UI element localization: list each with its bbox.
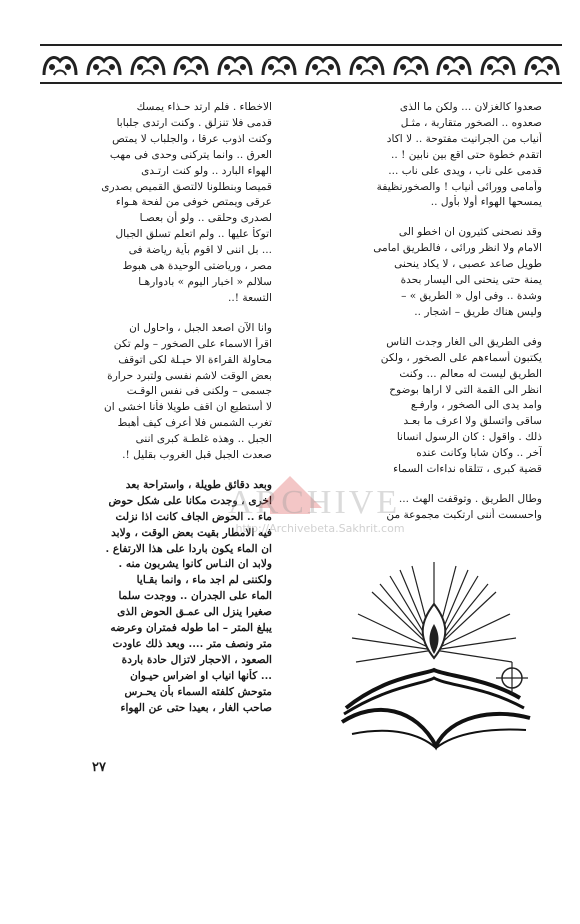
text-line: الجبل .. وهذه غلطـة كبرى اننى (135, 433, 272, 446)
text-line: التسعة !.. (228, 291, 272, 304)
flame-book-illustration (316, 558, 548, 754)
text-line: ولكننى لم اجد ماء ، وانما بقـايا (136, 574, 272, 587)
ornament-scroll-icon (478, 47, 518, 81)
text-line: أنياب من الجرانيت مفتوحة .. لا اكاد (386, 132, 542, 145)
text-line: اقرأ الاسماء على الصخور – ولم تكن (113, 337, 272, 350)
ornament-scroll-icon (84, 47, 124, 81)
text-line: سلالم « اخبار اليوم » بادوارهـا (138, 275, 272, 288)
text-line: الامام ولا انظر ورائى ، فالطريق امامى (373, 242, 542, 255)
text-line: يمسحها الهواء أولا بأول .. (430, 196, 542, 209)
paragraph (35, 321, 272, 464)
ornamental-border (40, 46, 562, 82)
text-line: العرق .. وانما يتركنى وحدى فى مهب (109, 148, 272, 161)
text-line: وشدة .. وفى اول « الطريق » – (401, 289, 542, 302)
ornament-scroll-icon (391, 47, 431, 81)
text-line: عرقى ويمتص خوفى من لفحة هـواء (115, 196, 272, 209)
text-line: يكتبون أسماءهم على الصخور ، ولكن (380, 351, 542, 364)
text-line: اتقدم خطوة حتى اقع بين نابين ! .. (390, 148, 542, 161)
text-line: متر ونصف متر .... وبعد ذلك عاودت (112, 638, 272, 650)
text-line: محاولة القراءة الا حيـلة لكى اتوقف (118, 353, 272, 366)
text-line: وأمامى وورائى أنياب ! والصخورنظيفة (376, 180, 542, 193)
ornament-rule-bottom (40, 82, 562, 84)
text-line: ماء .. الحوض الجاف كانت اذا نزلت (115, 510, 272, 523)
ornament-scroll-icon (347, 47, 387, 81)
text-line: ذلك . واقول : كان الرسول انسانا (396, 431, 542, 444)
text-line: وطال الطريق . وتوقفت الهث ... (398, 492, 542, 505)
text-line: وفى الطريق الى الغار وجدت الناس (386, 335, 542, 348)
ornament-scroll-icon (522, 47, 562, 81)
paragraph (297, 100, 542, 211)
text-line: الماء على الجدران .. ووجدت سلما (118, 590, 272, 603)
text-line: واحسست أننى ارتكبت مجموعة من (386, 508, 542, 521)
text-line: قدمى فلا تنزلق . وكنت ارتدى جلبابا (116, 116, 272, 129)
text-line: قدمى على ناب ، ويدى على ناب ... (388, 164, 542, 177)
text-line: متوحش كلفته السماء بأن يحـرس (124, 685, 272, 698)
text-line: الاخطاء . فلم ارتد حـذاء يمسك (136, 101, 272, 113)
ornament-scroll-icon (434, 47, 474, 81)
text-line: ... كأنها انياب او اضراس حيـوان (130, 669, 272, 682)
text-line: صعدت الجبل قبل الغروب بقليل !. (122, 449, 272, 462)
text-line: قضية كبرى ، تتلقاه نداءات السماء (393, 463, 542, 476)
text-line: وبعد دقائق طويلة ، واستراحة بعد (125, 478, 272, 491)
text-line: يمنة حتى ينحنى الى اليسار بحدة (400, 274, 542, 287)
text-line: وانا الآن اصعد الجبل ، واحاول ان (129, 321, 272, 334)
text-line: وكنت اذوب عرقا ، والجلباب لا يمتص (112, 132, 272, 145)
text-line: صاحب الغار ، بعيدا حتى عن الهواء (120, 701, 272, 714)
text-line: تغرب الشمس فلا أعرف كيف أهبط (117, 417, 272, 430)
text-line: قميصا وبنطلونا لالتصق القميص بصدرى (101, 180, 272, 193)
text-line: صغيرا ينزل الى عمـق الحوض الذى (117, 606, 272, 619)
text-line: ساقى واتسلق ولا اعرف ما بعـد (403, 415, 542, 428)
text-line: فيه الامطار بقيت بعض الوقت ، ولابد (111, 526, 272, 539)
text-line: صعدوه .. الصخور متقاربة ، مثـل (400, 116, 542, 129)
text-line: صعدوا كالغزلان ... ولكن ما الذى (399, 101, 542, 113)
ornament-scroll-icon (171, 47, 211, 81)
paragraph (35, 100, 272, 307)
text-line: انظر الى القمة التى لا اراها بوضوح (389, 383, 542, 396)
text-line: جسمى – ولكنى فى نفس الوقـت (126, 385, 272, 398)
text-column-right (297, 100, 542, 538)
ornament-scroll-icon (303, 47, 343, 81)
text-line: يبلغ المتر – اما طوله فمتران وعرضه (110, 622, 272, 635)
ornament-scroll-icon (259, 47, 299, 81)
text-line: ان الماء يكون باردا على هذا الارتفاع . (105, 542, 272, 555)
text-line: الصعود ، الاحجار لاتزال حادة باردة (121, 653, 272, 666)
text-line: الطريق ليست له معالم ... وكنت (399, 367, 542, 380)
text-line: آخر .. وكان شابا وكانت عنده (416, 447, 542, 460)
text-line: وليس هناك طريق – اشجار .. (414, 305, 542, 318)
text-line: ... بل اننى لا اقوم بأية رياضة فى (128, 244, 272, 257)
paragraph (297, 225, 542, 320)
text-line: وقد نصحنى كثيرون ان اخطو الى (398, 226, 542, 239)
page-number: ٢٧ (92, 760, 106, 775)
ornament-scroll-icon (128, 47, 168, 81)
ornament-scroll-icon (215, 47, 255, 81)
text-line: طويل صاعد عصبى ، لا يكاد ينحنى (394, 258, 542, 271)
text-line: اخرى ، وجدت مكانا على شكل حوض (108, 494, 272, 507)
text-column-left (35, 100, 272, 731)
text-line: مصر ، ورياضتى الوحيدة هى هبوط (122, 260, 272, 273)
text-line: بعض الوقت لاشم نفسى ولتبرد حرارة (107, 369, 272, 382)
paragraph (297, 335, 542, 478)
archive-watermark-url: http://Archivebeta.Sakhrit.com (235, 522, 405, 535)
text-line: لصدرى وحلقى .. ولو أن بعصـا (139, 212, 272, 225)
archive-watermark-text: ARCHIVE (228, 484, 401, 521)
ornament-scroll-icon (40, 47, 80, 81)
text-line: لا أستطيع ان اقف طويلا فأنا اخشى ان (104, 401, 272, 414)
text-line: وامد يدى الى الصخور ، وارفـع (410, 399, 542, 412)
text-line: الهواء البارد .. ولو كنت ارتـدى (141, 164, 272, 177)
text-line: ولابد ان النـاس كانوا يشربون منه . (118, 558, 272, 571)
text-line: اتوكأ عليها .. ولم اتعلم تسلق الجبال (115, 228, 272, 241)
